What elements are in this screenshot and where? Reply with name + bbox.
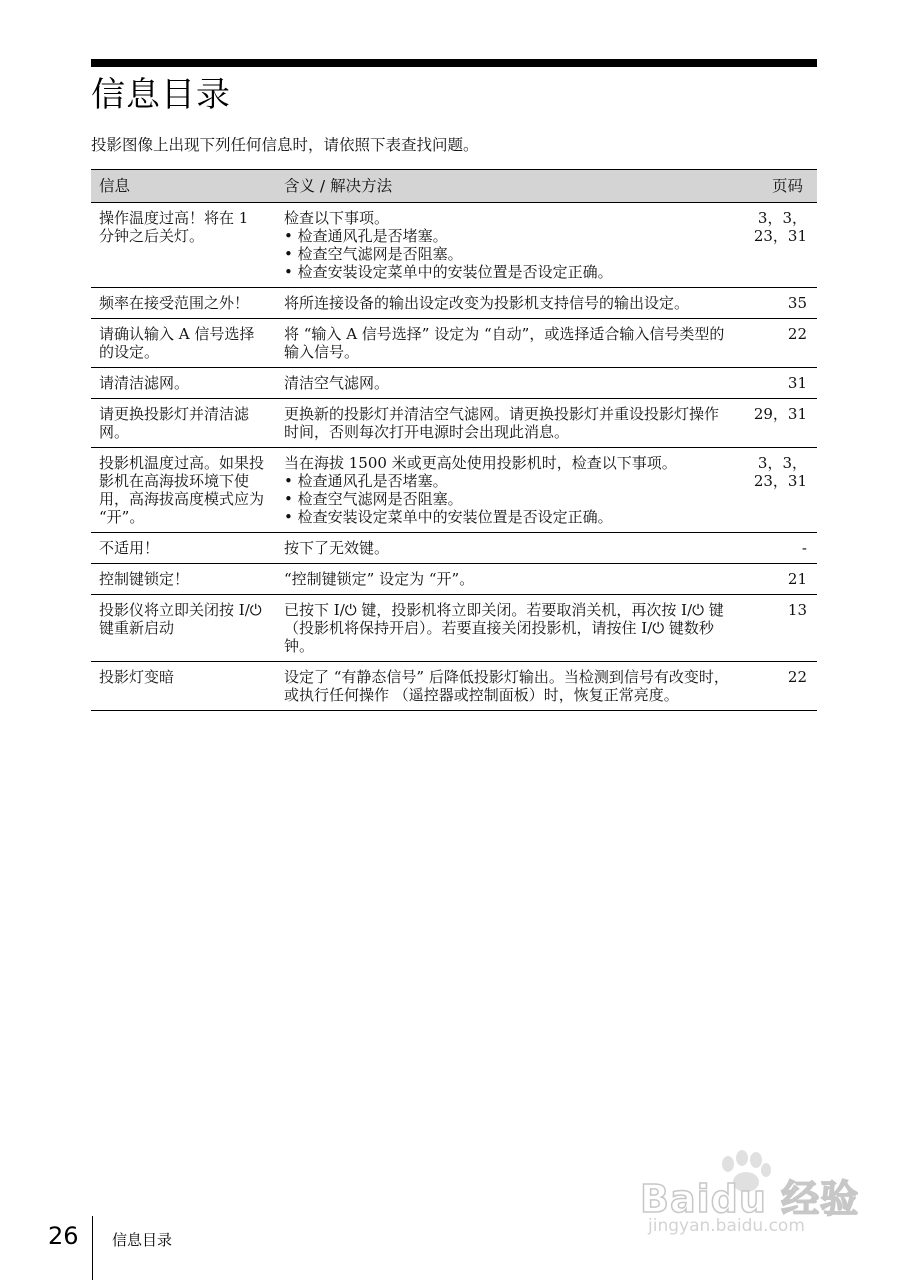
meaning-text: 将所连接设备的输出设定改变为投影机支持信号的输出设定。 — [284, 294, 690, 312]
header-message: 信息 — [91, 170, 276, 203]
table-row — [91, 399, 817, 448]
meaning-text: 更换新的投影灯并清洁空气滤网。请更换投影灯并重设投影灯操作时间，否则每次打开电源时会出现此消息。 — [284, 405, 720, 441]
meaning-cell — [276, 203, 739, 288]
table-row — [91, 319, 817, 368]
table-row — [91, 288, 817, 319]
meaning-text: 将 “输入 A 信号选择” 设定为 “自动”，或选择适合输入信号类型的输入信号。 — [284, 325, 725, 361]
meaning-text: 当在海拔 1500 米或更高处使用投影机时，检查以下事项。 — [284, 454, 677, 472]
page-ref-cell: 22 — [739, 319, 817, 368]
meaning-text: 已按下 I/⏻ 键，投影机将立即关闭。若要取消关机，再次按 I/⏻ 键 （投影机将保持开启）。若要直接关闭投影机，请按住 I/⏻ 键数秒钟。 — [284, 601, 724, 655]
page-ref-cell: 13 — [739, 595, 817, 662]
page-title: 信息目录 — [91, 75, 231, 115]
message-cell: 操作温度过高！将在 1 分钟之后关灯。 — [91, 203, 276, 288]
table-header-row — [91, 170, 817, 203]
table-row — [91, 533, 817, 564]
table-row — [91, 448, 817, 533]
meaning-cell — [276, 564, 739, 595]
bullet-item: • 检查空气滤网是否阻塞。 — [284, 490, 731, 508]
meaning-cell — [276, 533, 739, 564]
meaning-cell — [276, 448, 739, 533]
footer-section-label: 信息目录 — [112, 1231, 173, 1249]
title-top-rule — [91, 59, 817, 67]
page-ref-cell: 31 — [739, 368, 817, 399]
meaning-cell — [276, 288, 739, 319]
message-cell: 请确认输入 A 信号选择的设定。 — [91, 319, 276, 368]
message-cell: 投影仪将立即关闭按 I/⏻ 键重新启动 — [91, 595, 276, 662]
meaning-cell — [276, 368, 739, 399]
table-row — [91, 203, 817, 288]
meaning-cell — [276, 595, 739, 662]
table-row — [91, 564, 817, 595]
meaning-cell — [276, 662, 739, 711]
table-body — [91, 203, 817, 711]
meaning-text: 清洁空气滤网。 — [284, 374, 390, 392]
bullet-item: • 检查安装设定菜单中的安装位置是否设定正确。 — [284, 508, 731, 526]
message-table — [91, 169, 817, 711]
page-ref-cell: 35 — [739, 288, 817, 319]
meaning-text: 检查以下事项。 — [284, 209, 390, 227]
bullet-item: • 检查通风孔是否堵塞。 — [284, 472, 731, 490]
footer-divider — [92, 1216, 93, 1280]
meaning-text: “控制键锁定” 设定为 “开”。 — [284, 570, 475, 588]
message-cell: 投影灯变暗 — [91, 662, 276, 711]
page-ref-cell: 3，3， 23，31 — [739, 448, 817, 533]
message-cell: 控制键锁定！ — [91, 564, 276, 595]
page-ref-cell: - — [739, 533, 817, 564]
meaning-cell — [276, 319, 739, 368]
meaning-text: 设定了 “有静态信号” 后降低投影灯输出。当检测到信号有改变时，或执行任何操作 （遥控器或控制面板）时，恢复正常亮度。 — [284, 668, 729, 704]
page-ref-cell: 29，31 — [739, 399, 817, 448]
message-cell: 投影机温度过高。如果投影机在高海拔环境下使用，高海拔高度模式应为 “开”。 — [91, 448, 276, 533]
bullet-item: • 检查空气滤网是否阻塞。 — [284, 245, 731, 263]
watermark-url: jingyan.baidu.com — [648, 1216, 805, 1236]
table-row — [91, 662, 817, 711]
header-page: 页码 — [739, 170, 817, 203]
meaning-cell — [276, 399, 739, 448]
bullet-item: • 检查通风孔是否堵塞。 — [284, 227, 731, 245]
page-number: 26 — [48, 1222, 79, 1250]
message-cell: 请更换投影灯并清洁滤网。 — [91, 399, 276, 448]
baidu-watermark — [640, 1150, 860, 1240]
bullet-item: • 检查安装设定菜单中的安装位置是否设定正确。 — [284, 263, 731, 281]
message-cell: 请清洁滤网。 — [91, 368, 276, 399]
message-cell: 频率在接受范围之外！ — [91, 288, 276, 319]
page-ref-cell: 3，3， 23，31 — [739, 203, 817, 288]
message-cell: 不适用！ — [91, 533, 276, 564]
page-ref-cell: 22 — [739, 662, 817, 711]
meaning-text: 按下了无效键。 — [284, 539, 390, 557]
table-row — [91, 368, 817, 399]
table-row — [91, 595, 817, 662]
header-meaning: 含义 / 解决方法 — [276, 170, 739, 203]
watermark-brand: Baidu 经验 — [640, 1177, 860, 1221]
page-ref-cell: 21 — [739, 564, 817, 595]
intro-text: 投影图像上出现下列任何信息时，请依照下表查找问题。 — [91, 136, 479, 154]
